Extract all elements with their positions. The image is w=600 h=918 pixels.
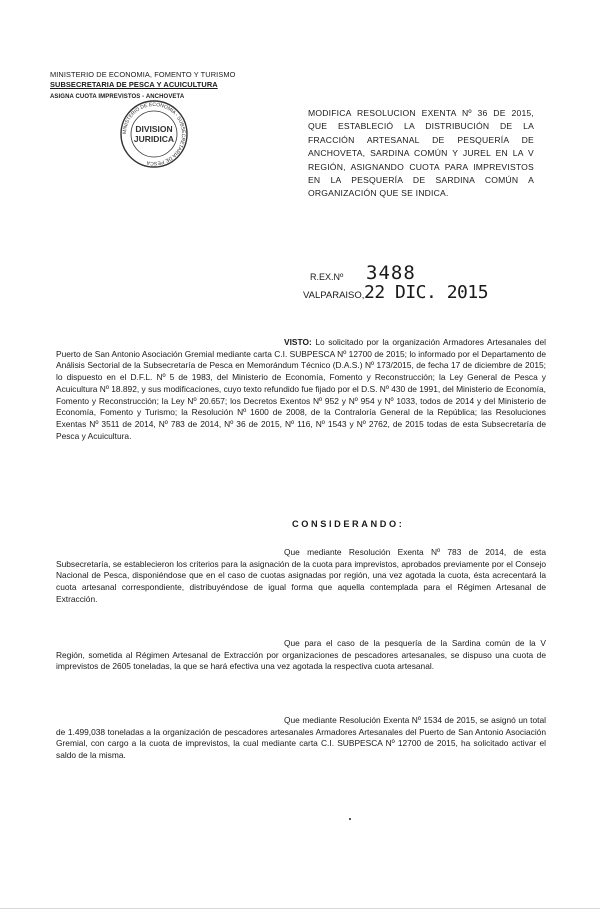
header-subject-line: ASIGNA CUOTA IMPREVISTOS - ANCHOVETA <box>50 94 185 100</box>
date-place: VALPARAISO, <box>303 290 365 301</box>
visto-paragraph <box>56 337 546 442</box>
considerando-heading: CONSIDERANDO: <box>292 519 405 529</box>
ministry-header: MINISTERIO DE ECONOMIA, FOMENTO Y TURISMO <box>50 70 236 79</box>
page-bottom-edge <box>0 908 600 909</box>
resolution-date: 22 DIC. 2015 <box>364 282 489 303</box>
division-juridica-stamp <box>118 98 190 170</box>
stamp-center-line1: DIVISION <box>135 124 173 134</box>
visto-heading: VISTO: <box>284 337 312 347</box>
considerando-paragraph-1: Que mediante Resolución Exenta Nº 783 de 2014, de esta Subsecretaría, se establecieron los criterios para la asignación de la cuota para imprevistos, aprobados previamente por el Consejo Nacional de Pesca, disponiéndose que en el caso de cuotas asignadas por región, una vez agotada la cuota, ésta acrecentará la cuota artesanal correspondiente, distribuyéndose de igual forma que aquella contemplada para el Régimen Artesanal de Extracción. <box>56 547 546 604</box>
subsecretaria-header: SUBSECRETARIA DE PESCA Y ACUICULTURA <box>50 80 218 89</box>
stamp-ring-text: MINISTERIO DE ECONOMIA - SUBSECRETARIA DE PESCA <box>121 101 187 167</box>
resolution-number: 3488 <box>366 262 416 284</box>
resolution-label: R.EX.Nº <box>310 272 344 282</box>
page-mark <box>349 818 351 820</box>
visto-text: Lo solicitado por la organización Armadores Artesanales del Puerto de San Antonio Asociación Gremial mediante carta C.I. SUBPESCA Nº 12700 de 2015; lo informado por el Departamento de Análisis Sectorial de la Subsecretaría de Pesca en Memorándum Técnico (D.A.S.) Nº 173/2015, de fecha 17 de diciembre de 2015; lo dispuesto en el D.F.L. Nº 5 de 1983, del Ministerio de Economía, Fomento y Reconstrucción; la Ley General de Pesca y Acuicultura Nº 18.892, y sus modificaciones, cuyo texto refundido fue fijado por el D.S. Nº 430 de 1991, del Ministerio de Economía, Fomento y Reconstrucción; la Ley Nº 20.657; los Decretos Exentos Nº 952 y Nº 954 y Nº 1033, todos de 2014 y del Ministerio de Economía, Fomento y Turismo; la Resolución Nº 1600 de 2008, de la Contraloría General de la República; las Resoluciones Exentas Nº 3511 de 2014, Nº 783 de 2014, Nº 36 de 2015, Nº 116, Nº 1543 y Nº 2762, de 2015 todas de esta Subsecretaría de Pesca y Acuicultura. <box>56 337 546 441</box>
considerando-paragraph-2: Que para el caso de la pesquería de la Sardina común de la V Región, sometida al Régimen Artesanal de Extracción por organizaciones de pescadores artesanales, se dispuso una cuota de imprevistos de 2605 toneladas, la que se hará efectiva una vez agotada la respectiva cuota artesanal. <box>56 638 546 672</box>
resolution-subject: MODIFICA RESOLUCION EXENTA Nº 36 DE 2015, QUE ESTABLECIÓ LA DISTRIBUCIÓN DE LA FRACCIÓN ARTESANAL DE PESQUERÍA DE ANCHOVETA, SARDINA COMÚN Y JUREL EN LA V REGIÓN, ASIGNANDO CUOTA PARA IMPREVISTOS EN LA PESQUERÍA DE SARDINA COMÚN A ORGANIZACIÓN QUE SE INDICA. <box>308 108 534 199</box>
stamp-center-line2: JURIDICA <box>133 134 175 144</box>
considerando-paragraph-3: Que mediante Resolución Exenta Nº 1534 de 2015, se asignó un total de 1.499,038 toneladas a la organización de pescadores artesanales Armadores Artesanales del Puerto de San Antonio Asociación Gremial, con cargo a la cuota de imprevistos, la cual mediante carta C.I. SUBPESCA Nº 12700 de 2015, ha solicitado activar el saldo de la misma. <box>56 715 546 761</box>
